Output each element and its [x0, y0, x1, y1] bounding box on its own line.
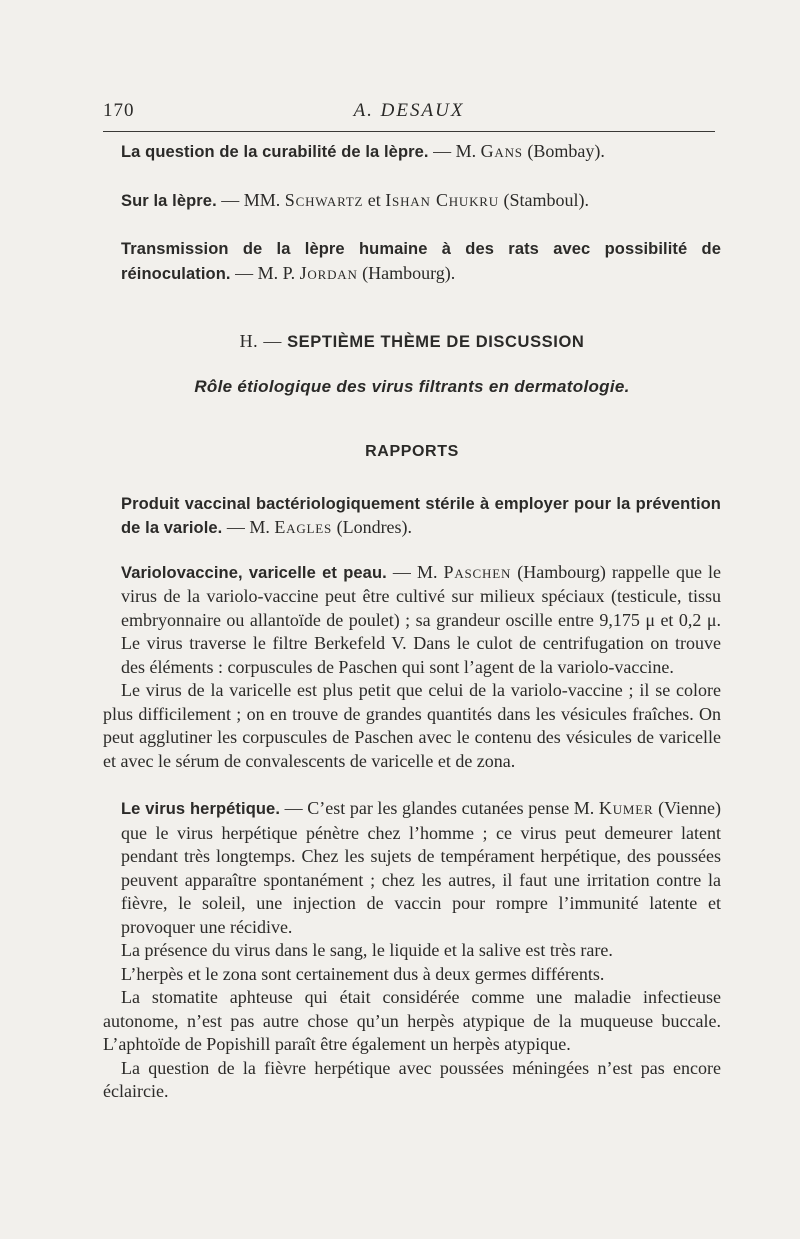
section-heading [103, 330, 721, 355]
entry-sep: — MM. [216, 189, 285, 210]
entry-tail: (Stamboul). [498, 189, 589, 210]
entry-sep: — M. [428, 141, 481, 161]
report-vaccinal [121, 492, 721, 541]
report-text: (Hambourg) rappelle que le virus de la variolo-vaccine peut être cultivé sur milieux spéciaux (testicule, tissu embryonnaire ou allantoïde de poulet) ; sa grandeur oscille entre 9,175 μ et 0,2 μ. Le virus traverse le filtre Berkefeld V. Dans le culot de centrifugation on trouve des éléments : corpuscules de Paschen qui sont l’agent de la variolo-vaccine. [121, 561, 722, 677]
report-sep: — C’est par les glandes cutanées pense M. [280, 798, 599, 818]
report-variolovaccine [121, 561, 721, 680]
running-head [103, 100, 715, 126]
entry-author: Jordan [299, 262, 358, 283]
report-title: Variolovaccine, varicelle et peau. [121, 563, 387, 582]
paragraph: Le virus de la varicelle est plus petit que celui de la variolo-vaccine ; il se colore plus difficilement ; on en trouve de grandes quantités dans les vésicules fraîches. On peut agglutiner les corpuscules de Paschen avec le contenu des vésicules de varicelle et avec le sérum de convalescents de varicelle et de zona. [103, 680, 721, 771]
paragraph: La stomatite aphteuse qui était considérée comme une maladie infectieuse autonome, n’est pas autre chose qu’un herpès atypique de la muqueuse buccale. L’aphtoïde de Popishill paraît être également un herpès atypique. [103, 987, 721, 1054]
paragraph: La présence du virus dans le sang, le liquide et la salive est très rare. [121, 940, 613, 960]
page-body [103, 140, 721, 1104]
report-author: Kumer [598, 798, 654, 818]
paragraph: L’herpès et le zona sont certainement dus à deux germes différents. [121, 963, 605, 984]
report-sep: — M. [222, 517, 275, 537]
entry-author-2: Ishan Chukru [385, 189, 499, 210]
report-title: Produit vaccinal bactériologiquement stérile à employer pour la prévention de la variole. [121, 494, 721, 537]
report-text: (Vienne) que le virus herpétique pénètre chez l’homme ; ce virus peut demeurer latent pendant très longtemps. Chez les sujets de tempérament herpétique, des poussées peuvent apparaître spontanément ; chez les autres, il faut une irritation contre la fièvre, le soleil, une injection de vaccin pour rompre l’immunité latente et provoquer une récidive. [121, 798, 721, 937]
running-title: A. DESAUX [353, 100, 465, 121]
section-title: SEPTIÈME THÈME DE DISCUSSION [287, 333, 585, 351]
report-sep: — M. [386, 561, 444, 582]
report-tail: (Londres). [332, 517, 413, 537]
entry-sur-la-lepre [121, 189, 721, 214]
entry-tail: (Hambourg). [357, 262, 456, 283]
entry-mid: et [363, 189, 386, 210]
entry-author: Gans [480, 141, 523, 161]
section-prefix: H. — [239, 331, 288, 351]
entry-sep: — M. P. [230, 262, 300, 283]
report-author: Eagles [274, 517, 333, 537]
header-rule [103, 131, 715, 132]
entry-tail: (Bombay). [522, 141, 605, 161]
section-subtitle: Rôle étiologique des virus filtrants en dermatologie. [194, 376, 630, 396]
entry-title: Sur la lèpre. [121, 191, 217, 210]
paragraph: La question de la fièvre herpétique avec poussées méningées n’est pas encore éclaircie. [103, 1057, 721, 1101]
spacer [103, 773, 721, 797]
page-number: 170 [103, 100, 135, 121]
entry-author: Schwartz [284, 189, 364, 210]
report-herpetique [121, 797, 721, 939]
report-title: Le virus herpétique. [121, 800, 281, 818]
report-author: Paschen [443, 561, 512, 582]
entry-curabilite [121, 140, 721, 165]
entry-title: Transmission de la lèpre humaine à des rats avec possibilité de réinoculation. [121, 240, 721, 283]
entry-transmission [121, 237, 721, 286]
reports-heading: RAPPORTS [365, 443, 459, 460]
entry-title: La question de la curabilité de la lèpre. [121, 143, 429, 161]
